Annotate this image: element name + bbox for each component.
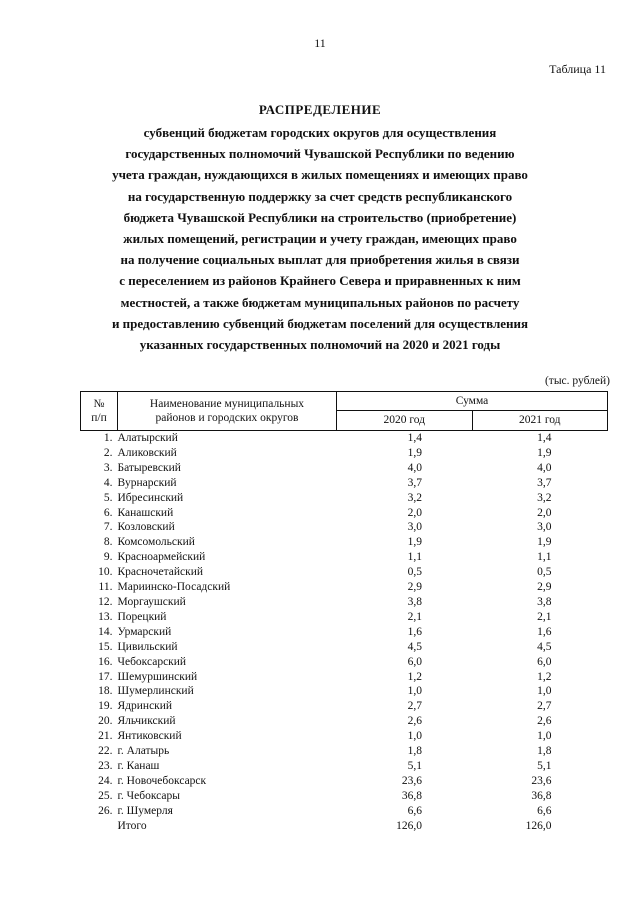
row-value-2020: 1,0 — [407, 730, 422, 743]
row-number: 4. — [103, 476, 113, 489]
title-line: указанных государственных полномочий на 2020 и 2021 годы — [139, 337, 501, 353]
table-row — [81, 714, 608, 729]
row-number: 16. — [98, 655, 113, 668]
row-value-2021: 6,0 — [537, 655, 552, 668]
table-row — [81, 461, 608, 476]
row-name: Вурнарский — [117, 476, 177, 489]
row-name: Цивильский — [117, 640, 178, 653]
title-line: и предоставлению субвенций бюджетам поселений для осуществления — [111, 315, 529, 331]
row-name: Порецкий — [117, 610, 167, 623]
row-number: 11. — [98, 581, 113, 594]
row-name: Урмарский — [117, 625, 172, 638]
row-name: г. Канаш — [117, 759, 160, 772]
table-row — [81, 535, 608, 550]
row-value-2020: 6,0 — [407, 655, 422, 668]
row-number: 22. — [98, 745, 113, 758]
distribution-table — [80, 391, 608, 833]
table-row — [81, 804, 608, 819]
row-number: 3. — [103, 461, 113, 474]
row-name: Чебоксарский — [117, 655, 187, 668]
table-row — [81, 759, 608, 774]
row-value-2021: 2,6 — [537, 715, 552, 728]
table-row — [81, 699, 608, 714]
row-name: Красноармейский — [117, 551, 206, 564]
row-value-2020: 6,6 — [407, 804, 422, 817]
row-value-2021: 4,5 — [537, 640, 552, 653]
table-row — [81, 595, 608, 610]
row-value-2021: 3,7 — [537, 476, 552, 489]
row-name: Мариинско-Посадский — [117, 581, 231, 594]
header-sum: Сумма — [337, 392, 608, 411]
page-number: 11 — [314, 36, 326, 50]
table-label: Таблица 11 — [549, 62, 606, 76]
row-value-2021: 1,9 — [537, 536, 552, 549]
title-line: на получение социальных выплат для приобретения жилья в связи — [120, 252, 520, 268]
row-value-2020: 2,6 — [407, 715, 422, 728]
row-name: Шумерлинский — [117, 685, 194, 698]
row-value-2020: 3,0 — [407, 521, 422, 534]
total-row — [81, 819, 608, 834]
row-number: 13. — [98, 610, 113, 623]
table-row — [81, 431, 608, 446]
row-name: г. Алатырь — [117, 745, 170, 758]
row-value-2021: 2,9 — [537, 581, 552, 594]
title-line: бюджета Чувашской Республики на строительство (приобретение) — [123, 209, 517, 225]
title-line: местностей, а также бюджетам муниципальных районов по расчету — [120, 294, 520, 310]
row-value-2021: 3,8 — [537, 595, 552, 608]
title-line: с переселением из районов Крайнего Севера и приравненных к ним — [119, 273, 521, 289]
row-number: 14. — [98, 625, 113, 638]
title-line: государственных полномочий Чувашской Республики по ведению — [125, 146, 515, 162]
header-name-line2: районов и городских округов — [155, 412, 299, 424]
row-value-2021: 4,0 — [537, 461, 552, 474]
header-number — [81, 392, 118, 431]
table-row — [81, 655, 608, 670]
units-note: (тыс. рублей) — [544, 375, 610, 387]
row-value-2020: 4,5 — [407, 640, 422, 653]
row-value-2020: 3,7 — [407, 476, 422, 489]
title-heading: РАСПРЕДЕЛЕНИЕ — [258, 102, 382, 117]
row-value-2020: 1,6 — [407, 625, 422, 638]
row-value-2020: 3,8 — [407, 595, 422, 608]
title-line: жилых помещений, регистрации и учету граждан, имеющих право — [123, 231, 517, 247]
row-value-2021: 1,2 — [537, 670, 552, 683]
row-number: 10. — [98, 566, 113, 579]
row-name: г. Новочебоксарск — [117, 774, 207, 787]
document-title — [60, 102, 580, 355]
row-value-2020: 0,5 — [407, 566, 422, 579]
row-name: Шемуршинский — [117, 670, 198, 683]
row-value-2021: 1,8 — [537, 745, 552, 758]
row-value-2020: 2,9 — [407, 581, 422, 594]
row-name: Канашский — [117, 506, 174, 519]
row-value-2021: 2,7 — [537, 700, 552, 713]
row-number: 26. — [98, 804, 113, 817]
total-label: Итого — [117, 819, 147, 832]
row-value-2021: 6,6 — [537, 804, 552, 817]
row-number: 15. — [98, 640, 113, 653]
header-name-line1: Наименование муниципальных — [149, 398, 305, 410]
row-value-2020: 1,9 — [407, 446, 422, 459]
row-name: Янтиковский — [117, 730, 182, 743]
row-name: Козловский — [117, 521, 175, 534]
table-row — [81, 640, 608, 655]
header-number-abbr: п/п — [91, 412, 107, 424]
row-number: 7. — [103, 521, 113, 534]
row-value-2020: 1,8 — [407, 745, 422, 758]
row-value-2021: 1,0 — [537, 685, 552, 698]
header-number-symbol: № — [93, 398, 105, 410]
table-body — [81, 431, 608, 834]
row-name: Моргаушский — [117, 595, 186, 608]
row-name: Яльчикский — [117, 715, 176, 728]
row-name: Ибресинский — [117, 491, 184, 504]
row-number: 12. — [98, 595, 113, 608]
row-value-2021: 1,6 — [537, 625, 552, 638]
row-value-2021: 1,1 — [537, 551, 552, 564]
row-value-2021: 1,9 — [537, 446, 552, 459]
table-row — [81, 446, 608, 461]
table-row — [81, 625, 608, 640]
row-value-2021: 23,6 — [531, 774, 552, 787]
row-value-2020: 2,1 — [407, 610, 422, 623]
row-value-2020: 3,2 — [407, 491, 422, 504]
row-value-2021: 5,1 — [537, 759, 552, 772]
table-row — [81, 684, 608, 699]
row-value-2020: 1,4 — [407, 432, 422, 444]
row-number: 8. — [103, 536, 113, 549]
row-number: 24. — [98, 774, 113, 787]
table-header-row — [81, 392, 608, 411]
table-row — [81, 580, 608, 595]
row-value-2020: 5,1 — [407, 759, 422, 772]
row-number: 21. — [98, 730, 113, 743]
row-name: г. Шумерля — [117, 804, 173, 817]
table-row — [81, 789, 608, 804]
row-value-2020: 4,0 — [407, 461, 422, 474]
row-value-2021: 1,0 — [537, 730, 552, 743]
total-number-cell — [81, 819, 118, 834]
row-number: 20. — [98, 715, 113, 728]
header-name — [118, 392, 337, 431]
row-value-2021: 2,1 — [537, 610, 552, 623]
table-row — [81, 744, 608, 759]
table-row — [81, 506, 608, 521]
title-line: субвенций бюджетам городских округов для осуществления — [143, 125, 497, 140]
table-row — [81, 610, 608, 625]
row-name: г. Чебоксары — [117, 789, 180, 802]
total-value-2020: 126,0 — [396, 819, 422, 832]
title-line: учета граждан, нуждающихся в жилых помещениях и имеющих право — [112, 167, 528, 183]
row-number: 17. — [98, 670, 113, 683]
table-row — [81, 670, 608, 685]
row-number: 1. — [103, 432, 113, 444]
row-value-2020: 36,8 — [401, 789, 422, 802]
row-value-2020: 1,2 — [407, 670, 422, 683]
row-number: 9. — [103, 551, 113, 564]
row-number: 19. — [98, 700, 113, 713]
row-value-2021: 3,2 — [537, 491, 552, 504]
row-number: 25. — [98, 789, 113, 802]
row-name: Батыревский — [117, 461, 181, 474]
table-row — [81, 550, 608, 565]
row-number: 5. — [103, 491, 113, 504]
row-value-2020: 1,9 — [407, 536, 422, 549]
table-row — [81, 565, 608, 580]
row-value-2021: 36,8 — [531, 789, 552, 802]
row-value-2020: 2,7 — [407, 700, 422, 713]
row-value-2020: 1,1 — [407, 551, 422, 564]
row-name: Ядринский — [117, 700, 173, 713]
table-row — [81, 476, 608, 491]
table-row — [81, 729, 608, 744]
row-value-2021: 3,0 — [537, 521, 552, 534]
row-name: Аликовский — [117, 446, 177, 459]
row-value-2020: 23,6 — [401, 774, 422, 787]
row-value-2020: 1,0 — [407, 685, 422, 698]
total-value-2021: 126,0 — [525, 819, 552, 832]
title-line: на государственную поддержку за счет средств республиканского — [127, 188, 513, 204]
row-name: Красночетайский — [117, 566, 204, 579]
row-number: 23. — [98, 759, 113, 772]
table-row — [81, 520, 608, 535]
row-value-2020: 2,0 — [407, 506, 422, 519]
row-value-2021: 1,4 — [537, 432, 552, 444]
row-number: 2. — [103, 446, 113, 459]
header-year-2021: 2021 год — [472, 410, 608, 430]
table-row — [81, 491, 608, 506]
row-number: 18. — [98, 685, 113, 698]
table-row — [81, 774, 608, 789]
row-number: 6. — [103, 506, 113, 519]
row-name: Алатырский — [117, 432, 178, 444]
row-value-2021: 0,5 — [537, 566, 552, 579]
header-year-2020: 2020 год — [337, 410, 473, 430]
row-name: Комсомольский — [117, 536, 195, 549]
row-value-2021: 2,0 — [537, 506, 552, 519]
